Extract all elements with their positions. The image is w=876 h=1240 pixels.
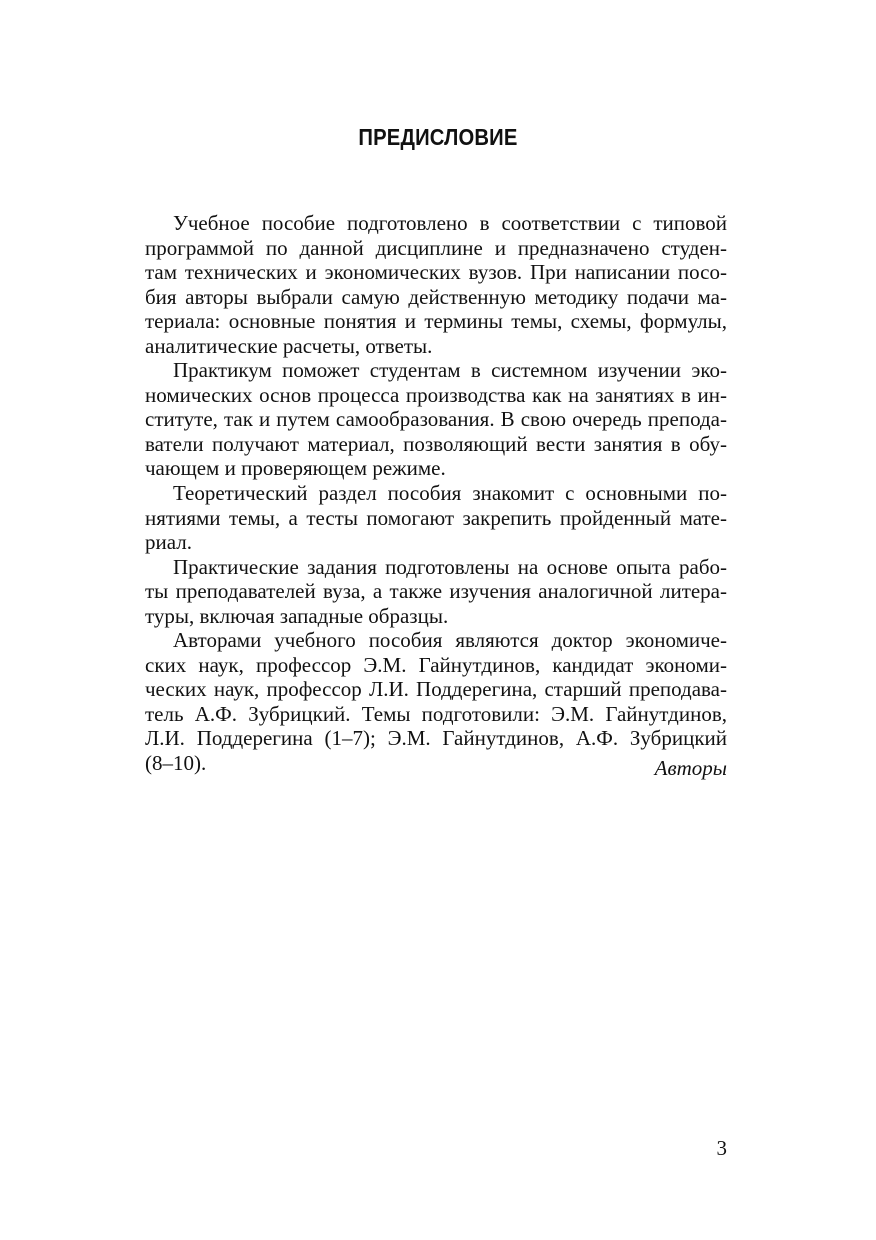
paragraph <box>145 555 727 629</box>
paragraph-line: ских наук, профессор Э.М. Гайнутдинов, кандидат экономи- <box>145 652 727 677</box>
paragraph-line: чающем и проверяющем режиме. <box>145 456 446 481</box>
paragraph <box>145 211 727 358</box>
paragraph-line: Л.И. Поддерегина (1–7); Э.М. Гайнутдинов, А.Ф. Зубрицкий <box>145 726 727 751</box>
paragraph-line: ституте, так и путем самообразования. В свою очередь препода- <box>145 407 727 432</box>
paragraph-line: аналитические расчеты, ответы. <box>145 333 433 358</box>
paragraph-line: Учебное пособие подготовлено в соответствии с типовой <box>173 211 727 235</box>
paragraph-line: Практикум поможет студентам в системном изучении эко- <box>173 358 727 383</box>
paragraph <box>145 481 727 555</box>
paragraph-line: там технических и экономических вузов. При написании посо- <box>145 260 727 285</box>
paragraph-line: туры, включая западные образцы. <box>145 603 449 628</box>
paragraph-line: нятиями темы, а тесты помогают закрепить пройденный мате- <box>145 505 727 530</box>
paragraph-line: (8–10). <box>145 751 207 776</box>
paragraph <box>145 358 727 481</box>
paragraph-line: териала: основные понятия и термины темы, схемы, формулы, <box>145 309 727 334</box>
paragraph-line: ватели получают материал, позволяющий вести занятия в обу- <box>145 431 727 456</box>
paragraph-line: бия авторы выбрали самую действенную методику подачи ма- <box>145 284 727 309</box>
paragraph-line: программой по данной дисциплине и предназначено студен- <box>145 235 727 260</box>
paragraph <box>145 628 727 775</box>
signature: Авторы <box>654 756 727 780</box>
paragraph-line: Авторами учебного пособия являются доктор экономиче- <box>173 628 727 653</box>
page-number: 3 <box>716 1136 727 1160</box>
paragraph-line: Теоретический раздел пособия знакомит с основными по- <box>173 481 727 506</box>
paragraph-line: ты преподавателей вуза, а также изучения аналогичной литера- <box>145 579 727 604</box>
paragraph-line: ческих наук, профессор Л.И. Поддерегина, старший преподава- <box>145 677 727 702</box>
paragraph-line: тель А.Ф. Зубрицкий. Темы подготовили: Э.М. Гайнутдинов, <box>145 701 727 726</box>
preface-body <box>145 211 727 776</box>
paragraph-line: риал. <box>145 530 192 555</box>
paragraph-line: Практические задания подготовлены на основе опыта рабо- <box>173 554 727 579</box>
page-title: ПРЕДИСЛОВИЕ <box>358 124 518 150</box>
paragraph-line: номических основ процесса производства как на занятиях в ин- <box>145 382 727 407</box>
